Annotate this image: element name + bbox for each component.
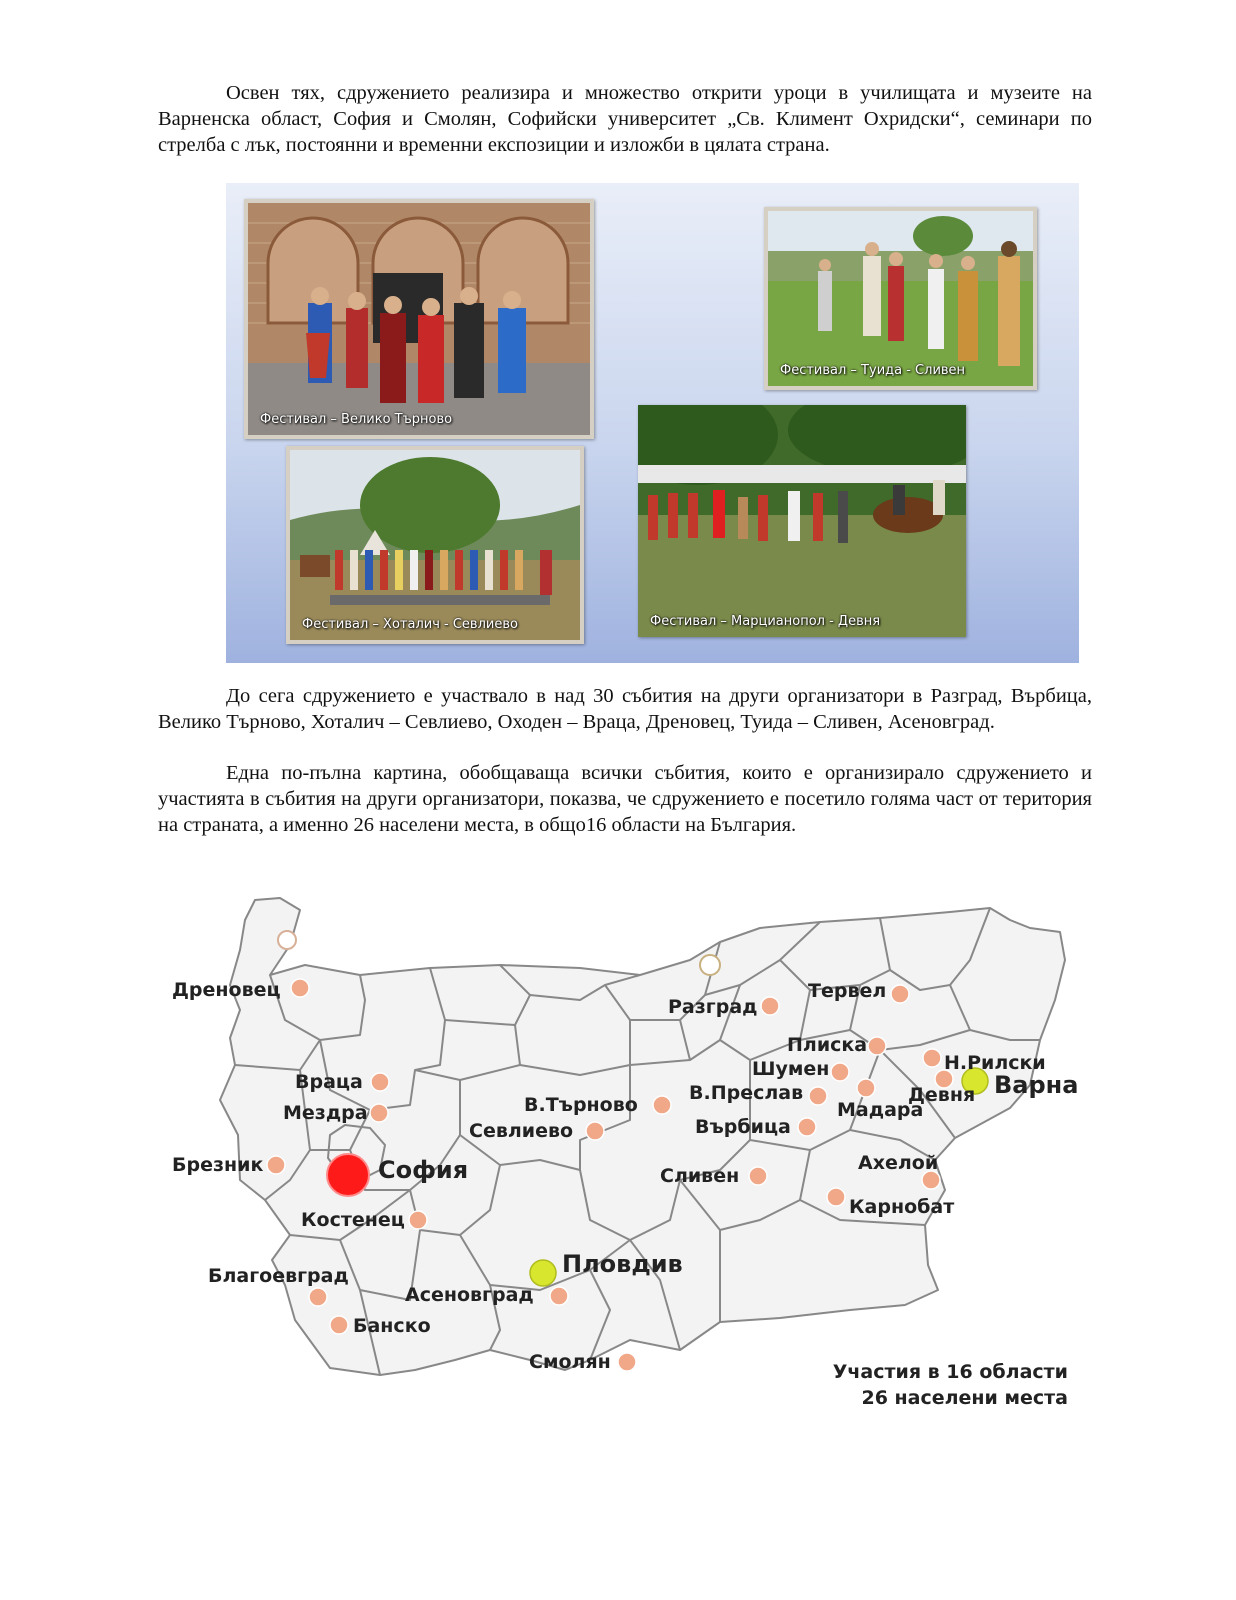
bulgaria-participation-map bbox=[160, 890, 1090, 1450]
label-sliven: Сливен bbox=[660, 1165, 740, 1187]
marker-madara bbox=[857, 1079, 875, 1097]
marker-drenovets bbox=[291, 979, 309, 997]
marker-kostenets bbox=[409, 1211, 427, 1229]
marker-vratsa bbox=[371, 1073, 389, 1091]
label-madara: Мадара bbox=[837, 1099, 924, 1121]
label-drenovets: Дреновец bbox=[172, 979, 281, 1001]
label-blagoevgrad: Благоевград bbox=[208, 1265, 349, 1287]
label-razgrad: Разград bbox=[668, 996, 758, 1018]
country-outline bbox=[220, 898, 1065, 1375]
photo-caption: Фестивал – Хоталич - Севлиево bbox=[302, 617, 518, 632]
marker-breznik bbox=[267, 1156, 285, 1174]
marker-tervel bbox=[891, 985, 909, 1003]
festival-photo-collage bbox=[226, 183, 1079, 663]
label-bansko: Банско bbox=[353, 1315, 431, 1337]
label-varbitsa: Върбица bbox=[695, 1116, 791, 1138]
photo-caption: Фестивал – Велико Търново bbox=[260, 412, 453, 427]
empty-marker bbox=[700, 955, 720, 975]
marker-razgrad bbox=[761, 997, 779, 1015]
summary-paragraph: Една по-пълна картина, обобщаваща всички събития, които е организирало сдружението и участията в събития на други организатори, показва, че сдружението е посетило голяма част от територия на страната, а именно 26 населени места, в общо16 области на България. bbox=[158, 762, 1092, 836]
photo-caption: Фестивал – Туида - Сливен bbox=[780, 363, 966, 378]
marker-sliven bbox=[749, 1167, 767, 1185]
photo-caption: Фестивал – Марцианопол - Девня bbox=[650, 614, 881, 629]
label-sevlievo: Севлиево bbox=[469, 1120, 574, 1142]
label-tervel: Тервел bbox=[808, 980, 887, 1002]
photo-marcianopol-devnya bbox=[638, 405, 966, 637]
marker-karnobat bbox=[827, 1188, 845, 1206]
label-devnya: Девня bbox=[908, 1084, 976, 1106]
marker-shumen bbox=[831, 1063, 849, 1081]
events-paragraph: До сега сдружението е участвало в над 30 събития на други организатори в Разград, Върбица, Велико Търново, Хоталич – Севлиево, Оходен – Враца, Дреновец, Туида – Сливен, Асеновград. bbox=[158, 685, 1092, 733]
label-asenovgrad: Асеновград bbox=[405, 1284, 534, 1306]
label-breznik: Брезник bbox=[172, 1154, 264, 1176]
photo-veliko-tarnovo bbox=[244, 199, 594, 439]
marker-asenovgrad bbox=[550, 1287, 568, 1305]
map-summary-line1: Участия в 16 области bbox=[832, 1361, 1068, 1383]
marker-nrilski bbox=[923, 1049, 941, 1067]
label-vtarnovo: В.Търново bbox=[524, 1094, 638, 1116]
map-summary-line2: 26 населени места bbox=[861, 1387, 1068, 1409]
marker-sevlievo bbox=[586, 1122, 604, 1140]
marker-vtarnovo bbox=[653, 1096, 671, 1114]
marker-mezdra bbox=[370, 1104, 388, 1122]
label-sofia: София bbox=[378, 1156, 469, 1184]
label-karnobat: Карнобат bbox=[849, 1196, 955, 1218]
label-nrilski: Н.Рилски bbox=[944, 1052, 1046, 1074]
label-pliska: Плиска bbox=[787, 1034, 868, 1056]
label-vpreslav: В.Преслав bbox=[689, 1082, 804, 1104]
label-smolyan: Смолян bbox=[529, 1351, 611, 1373]
marker-sofia bbox=[327, 1154, 369, 1196]
label-aheloy: Ахелой bbox=[858, 1152, 939, 1174]
label-kostenets: Костенец bbox=[301, 1209, 405, 1231]
marker-plovdiv bbox=[530, 1260, 556, 1286]
photo-tuida-sliven bbox=[764, 207, 1037, 390]
label-mezdra: Мездра bbox=[283, 1102, 368, 1124]
marker-bansko bbox=[330, 1316, 348, 1334]
map-regions bbox=[220, 898, 1065, 1375]
marker-smolyan bbox=[618, 1353, 636, 1371]
marker-pliska bbox=[868, 1037, 886, 1055]
empty-marker bbox=[278, 931, 296, 949]
label-shumen: Шумен bbox=[752, 1058, 830, 1080]
marker-blagoevgrad bbox=[309, 1288, 327, 1306]
label-vratsa: Враца bbox=[295, 1071, 363, 1093]
label-plovdiv: Пловдив bbox=[562, 1250, 683, 1278]
marker-varbitsa bbox=[798, 1118, 816, 1136]
marker-vpreslav bbox=[809, 1087, 827, 1105]
photo-hotalich-sevlievo bbox=[286, 446, 584, 644]
intro-paragraph: Освен тях, сдружението реализира и множество открити уроци в училищата и музеите на Варненска област, София и Смолян, Софийски университет „Св. Климент Охридски“, семинари по стрелба с лък, постоянни и временни експозиции и изложби в цялата страна. bbox=[158, 82, 1092, 156]
label-varna: Варна bbox=[994, 1071, 1079, 1099]
